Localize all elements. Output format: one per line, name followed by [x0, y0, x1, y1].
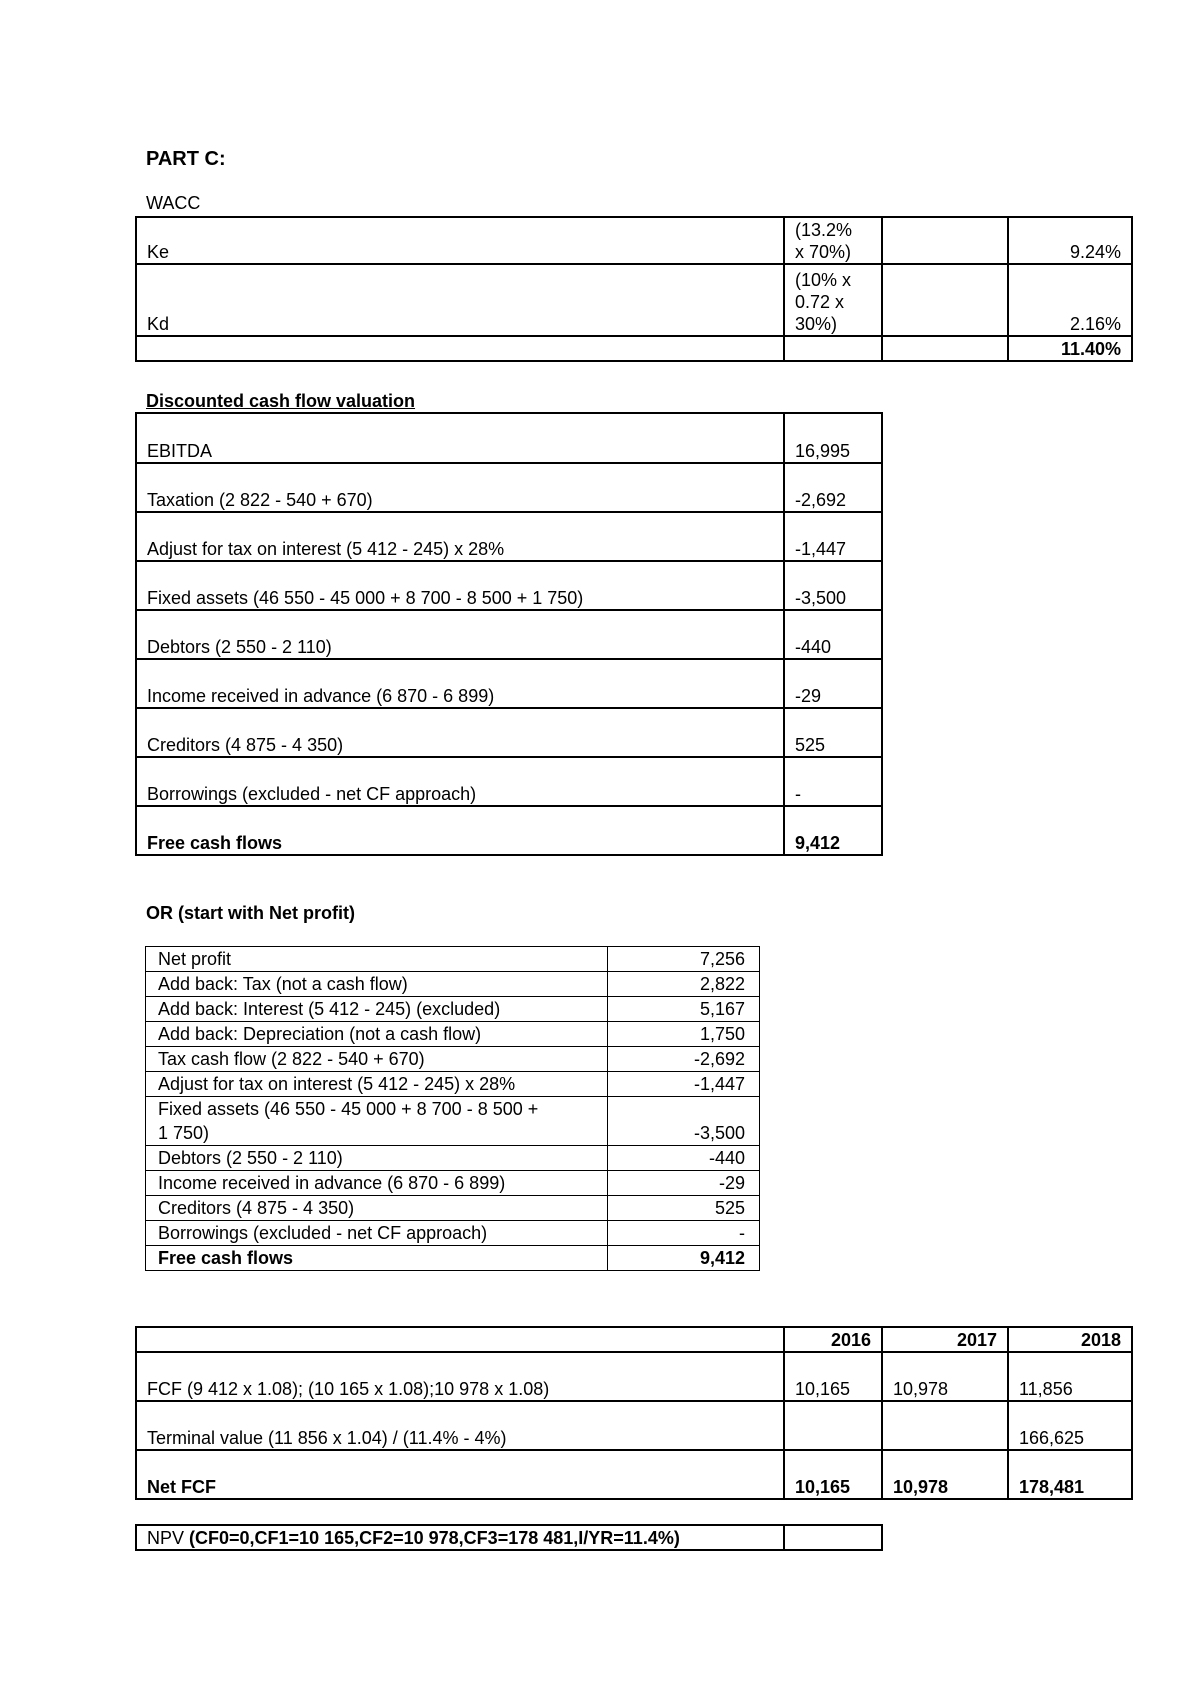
wacc-blank [136, 336, 784, 361]
wacc-row-kd [136, 264, 1132, 336]
dcf-value: -2,692 [784, 463, 882, 512]
wacc-blank [882, 217, 1008, 264]
alt-value: -3,500 [608, 1097, 760, 1146]
projection-value [882, 1401, 1008, 1450]
alt-table [145, 946, 760, 1271]
alt-label: Income received in advance (6 870 - 6 899) [146, 1171, 608, 1196]
alt-label: Free cash flows [146, 1246, 608, 1271]
npv-value [784, 1525, 882, 1550]
dcf-table [135, 412, 883, 856]
dcf-row [136, 610, 882, 659]
dcf-row [136, 708, 882, 757]
alt-value: 1,750 [608, 1022, 760, 1047]
projection-table [135, 1326, 1133, 1500]
calc-line: x 70%) [795, 242, 852, 262]
alt-title: OR (start with Net profit) [146, 903, 355, 923]
npv-formula: (CF0=0,CF1=10 165,CF2=10 978,CF3=178 481,I/YR=11.4%) [189, 1528, 680, 1548]
alt-value: -2,692 [608, 1047, 760, 1072]
dcf-label: Adjust for tax on interest (5 412 - 245) x 28% [136, 512, 784, 561]
wacc-total: 11.40% [1008, 336, 1132, 361]
projection-value: 10,978 [882, 1352, 1008, 1401]
dcf-row [136, 659, 882, 708]
projection-value: 10,165 [784, 1450, 882, 1499]
dcf-title: Discounted cash flow valuation [146, 391, 416, 411]
wacc-label: WACC [146, 193, 201, 213]
calc-line: (13.2% [795, 220, 853, 240]
projection-header [136, 1327, 1132, 1352]
alt-row [146, 1022, 760, 1047]
dcf-row [136, 757, 882, 806]
alt-row [146, 1196, 760, 1221]
dcf-row [136, 561, 882, 610]
year-2018: 2018 [1008, 1327, 1132, 1352]
wacc-row-total [136, 336, 1132, 361]
alt-value: 5,167 [608, 997, 760, 1022]
dcf-value: 525 [784, 708, 882, 757]
dcf-label: Debtors (2 550 - 2 110) [136, 610, 784, 659]
wacc-calc [784, 264, 882, 336]
alt-label: Creditors (4 875 - 4 350) [146, 1196, 608, 1221]
dcf-row [136, 512, 882, 561]
alt-value: -1,447 [608, 1072, 760, 1097]
alt-label-line: 1 750) [158, 1123, 210, 1143]
dcf-value: 16,995 [784, 413, 882, 463]
wacc-value: 9.24% [1008, 217, 1132, 264]
alt-value: 7,256 [608, 947, 760, 972]
wacc-name: Kd [136, 264, 784, 336]
npv-row [136, 1525, 882, 1550]
alt-row [146, 1047, 760, 1072]
wacc-blank [882, 336, 1008, 361]
year-2016: 2016 [784, 1327, 882, 1352]
alt-row [146, 972, 760, 997]
dcf-label: Creditors (4 875 - 4 350) [136, 708, 784, 757]
dcf-label: EBITDA [136, 413, 784, 463]
dcf-value: -440 [784, 610, 882, 659]
dcf-row [136, 463, 882, 512]
projection-row [136, 1352, 1132, 1401]
alt-label: Add back: Tax (not a cash flow) [146, 972, 608, 997]
dcf-label: Taxation (2 822 - 540 + 670) [136, 463, 784, 512]
npv-label [136, 1525, 784, 1550]
alt-row [146, 1072, 760, 1097]
header-blank [136, 1327, 784, 1352]
alt-row [146, 1221, 760, 1246]
alt-row [146, 997, 760, 1022]
wacc-blank [882, 264, 1008, 336]
wacc-row-ke [136, 217, 1132, 264]
alt-total-row [146, 1246, 760, 1271]
year-2017: 2017 [882, 1327, 1008, 1352]
alt-value: 9,412 [608, 1246, 760, 1271]
dcf-label: Income received in advance (6 870 - 6 899) [136, 659, 784, 708]
page-title: PART C: [146, 148, 226, 170]
wacc-calc [784, 217, 882, 264]
alt-label: Add back: Interest (5 412 - 245) (excluded) [146, 997, 608, 1022]
wacc-blank [784, 336, 882, 361]
dcf-total-row [136, 806, 882, 855]
alt-label-line: Fixed assets (46 550 - 45 000 + 8 700 - 8 500 + [158, 1099, 539, 1119]
projection-value: 178,481 [1008, 1450, 1132, 1499]
projection-value: 11,856 [1008, 1352, 1132, 1401]
dcf-value: -1,447 [784, 512, 882, 561]
alt-label: Tax cash flow (2 822 - 540 + 670) [146, 1047, 608, 1072]
alt-label: Add back: Depreciation (not a cash flow) [146, 1022, 608, 1047]
dcf-row [136, 413, 882, 463]
projection-value [784, 1401, 882, 1450]
projection-value: 166,625 [1008, 1401, 1132, 1450]
projection-label: Net FCF [136, 1450, 784, 1499]
calc-line: (10% x [795, 270, 852, 290]
dcf-label: Borrowings (excluded - net CF approach) [136, 757, 784, 806]
wacc-value: 2.16% [1008, 264, 1132, 336]
wacc-name: Ke [136, 217, 784, 264]
npv-prefix: NPV [147, 1528, 190, 1548]
projection-label: FCF (9 412 x 1.08); (10 165 x 1.08);10 978 x 1.08) [136, 1352, 784, 1401]
dcf-value: -29 [784, 659, 882, 708]
alt-value: 525 [608, 1196, 760, 1221]
calc-line: 30%) [795, 314, 838, 334]
projection-value: 10,165 [784, 1352, 882, 1401]
alt-value: - [608, 1221, 760, 1246]
alt-value: -440 [608, 1146, 760, 1171]
alt-row [146, 1097, 760, 1146]
dcf-label: Fixed assets (46 550 - 45 000 + 8 700 - 8 500 + 1 750) [136, 561, 784, 610]
alt-label: Borrowings (excluded - net CF approach) [146, 1221, 608, 1246]
alt-label: Adjust for tax on interest (5 412 - 245) x 28% [146, 1072, 608, 1097]
alt-row [146, 1146, 760, 1171]
alt-row [146, 1171, 760, 1196]
calc-line: 0.72 x [795, 292, 845, 312]
alt-value: 2,822 [608, 972, 760, 997]
alt-label [146, 1097, 608, 1146]
wacc-table [135, 216, 1133, 362]
alt-value: -29 [608, 1171, 760, 1196]
projection-value: 10,978 [882, 1450, 1008, 1499]
projection-label: Terminal value (11 856 x 1.04) / (11.4% - 4%) [136, 1401, 784, 1450]
dcf-value: - [784, 757, 882, 806]
projection-total-row [136, 1450, 1132, 1499]
dcf-value: -3,500 [784, 561, 882, 610]
npv-table [135, 1524, 883, 1551]
dcf-label: Free cash flows [136, 806, 784, 855]
dcf-value: 9,412 [784, 806, 882, 855]
alt-label: Net profit [146, 947, 608, 972]
alt-label: Debtors (2 550 - 2 110) [146, 1146, 608, 1171]
alt-row [146, 947, 760, 972]
projection-row [136, 1401, 1132, 1450]
